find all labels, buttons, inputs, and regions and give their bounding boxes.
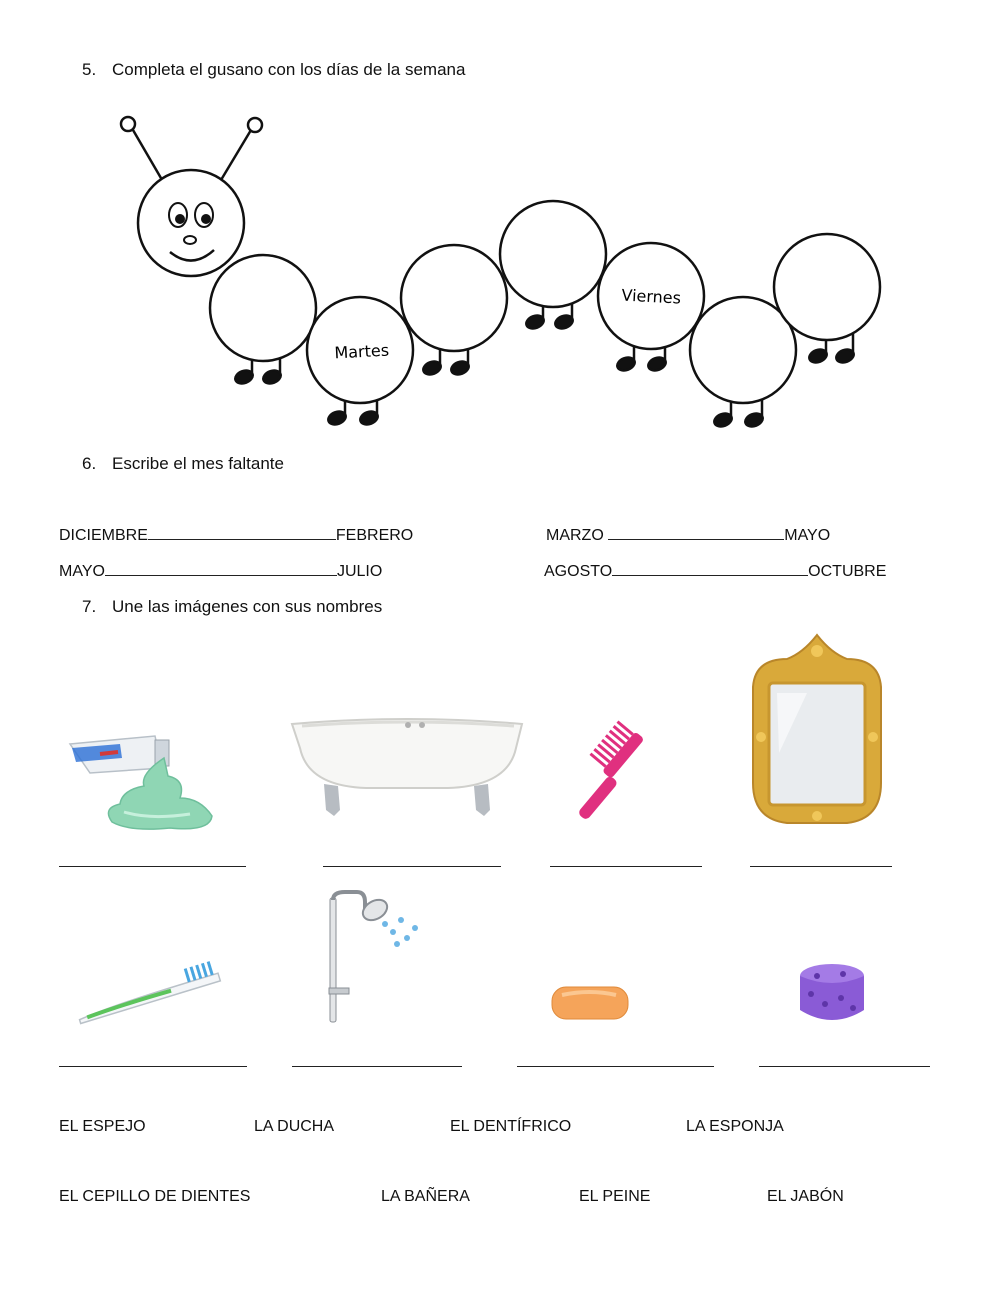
month-before: DICIEMBRE <box>59 527 148 544</box>
foot-icon <box>615 355 636 372</box>
answer-line[interactable] <box>517 1066 714 1067</box>
day-label-viernes: Viernes <box>621 285 682 308</box>
shower-image <box>325 890 425 1025</box>
question-number: 7. <box>82 597 97 616</box>
word-la-banera: LA BAÑERA <box>381 1188 470 1205</box>
foot-icon <box>261 368 282 385</box>
word-el-jabon: EL JABÓN <box>767 1188 844 1205</box>
month-blank[interactable] <box>148 525 336 540</box>
body-segment <box>500 201 606 307</box>
month-row-1 <box>59 525 413 545</box>
month-blank[interactable] <box>612 561 808 576</box>
comb-image <box>568 730 678 840</box>
foot-icon <box>834 347 855 364</box>
month-row-2 <box>546 525 830 545</box>
question-text: Escribe el mes faltante <box>112 454 284 473</box>
answer-line[interactable] <box>292 1066 462 1067</box>
word-el-dentifrico: EL DENTÍFRICO <box>450 1118 572 1135</box>
answer-line[interactable] <box>59 1066 247 1067</box>
foot-icon <box>553 313 574 330</box>
month-after: JULIO <box>336 563 383 580</box>
month-before: AGOSTO <box>544 563 613 580</box>
month-row-3 <box>59 561 382 581</box>
word-el-cepillo-de-dientes: EL CEPILLO DE DIENTES <box>59 1188 251 1205</box>
word-el-espejo: EL ESPEJO <box>59 1118 146 1135</box>
toothbrush-image <box>72 966 242 1026</box>
foot-icon <box>233 368 254 385</box>
caterpillar-drawing <box>0 0 1000 440</box>
question-7 <box>82 597 382 617</box>
word-el-peine: EL PEINE <box>579 1188 651 1205</box>
month-blank[interactable] <box>608 525 784 540</box>
body-segment <box>401 245 507 351</box>
month-after: OCTUBRE <box>808 563 887 580</box>
month-before: MAYO <box>59 563 105 580</box>
foot-icon <box>449 359 470 376</box>
bathtub-image <box>288 712 528 822</box>
word-la-ducha: LA DUCHA <box>254 1118 335 1135</box>
foot-icon <box>524 313 545 330</box>
antenna-left <box>133 130 165 185</box>
answer-line[interactable] <box>750 866 892 867</box>
foot-icon <box>421 359 442 376</box>
foot-icon <box>712 411 733 428</box>
soap-image <box>550 985 630 1025</box>
body-segment <box>210 255 316 361</box>
sponge-image <box>797 962 867 1027</box>
toothpaste-image <box>60 728 220 838</box>
question-number: 5. <box>82 60 97 79</box>
month-blank[interactable] <box>105 561 337 576</box>
question-6 <box>82 454 284 474</box>
month-before: MARZO <box>546 527 604 544</box>
month-after: FEBRERO <box>335 527 414 544</box>
answer-line[interactable] <box>550 866 702 867</box>
antenna-right <box>218 130 251 185</box>
antenna-tip-icon <box>121 117 135 131</box>
body-segment <box>774 234 880 340</box>
month-row-4 <box>544 561 886 581</box>
foot-icon <box>743 411 764 428</box>
question-number: 6. <box>82 454 97 473</box>
foot-icon <box>646 355 667 372</box>
answer-line[interactable] <box>323 866 501 867</box>
antenna-tip-icon <box>248 118 262 132</box>
foot-icon <box>326 409 347 426</box>
question-text: Une las imágenes con sus nombres <box>112 597 383 616</box>
question-text: Completa el gusano con los días de la semana <box>112 60 466 79</box>
answer-line[interactable] <box>59 866 246 867</box>
word-la-esponja: LA ESPONJA <box>686 1118 784 1135</box>
foot-icon <box>358 409 379 426</box>
month-after: MAYO <box>784 527 831 544</box>
foot-icon <box>807 347 828 364</box>
answer-line[interactable] <box>759 1066 930 1067</box>
mirror-image <box>747 633 887 833</box>
day-label-martes: Martes <box>333 340 390 363</box>
